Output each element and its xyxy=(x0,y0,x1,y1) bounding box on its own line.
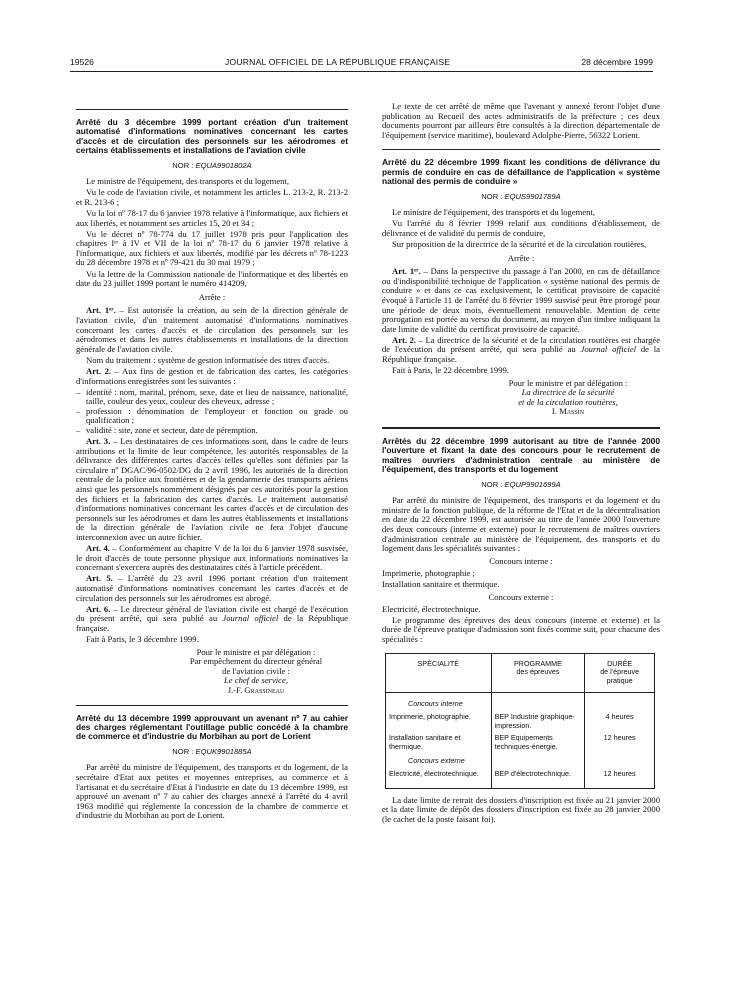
list-item: – validité : site, zone et secteur, date de péremption. xyxy=(76,426,348,436)
nor-reference: NOR : EQUK9901885A xyxy=(172,746,252,756)
article-port-lorient xyxy=(76,714,348,821)
article-paragraph: Nom du traitement : système de gestion informatisée des titres d'accès. xyxy=(86,354,330,365)
visa: Vu l'arrêté du 8 février 1999 relatif aux conditions d'établissement, de délivrance et de validité du permis de conduire, xyxy=(382,218,660,238)
table-row: Installation sanitaire et thermique. BEP Equipements techniques-énergie. 12 heures xyxy=(386,732,655,753)
article-paragraph: Par arrêté du ministre de l'équipement, des transports et du logement, de la secrétaire d'Etat aux petites et moyennes entreprises, au commerce et à l'artisanat et du secrétaire d'Etat à l'industrie en date du 13 décembre 1999, est approuvé un avenant nº 7 au cahier des charges annexé à l'arrêté du 4 avril 1963 modifié qui réglemente la concession de la chambre de commerce et d'industrie du Morbihan au port de Lorient. xyxy=(76,762,348,821)
left-column xyxy=(76,100,348,822)
specialties-table xyxy=(385,653,655,789)
article-paragraph: Art. 1ᵉʳ. – Est autorisée la création, au sein de la direction générale de l'aviation civile, d'un traitement automatisé d'informations nominatives concernant les cartes d'accès et de circulation des personnels sur les aérodromes et dans les autres établissements et installations de la direction générale de l'aviation civile. xyxy=(76,305,348,354)
article-paragraph: Art. 6. – Le directeur général de l'aviation civile est chargé de l'exécution du présent arrêté, qui sera publié au Journal officiel de la République française. xyxy=(76,603,348,633)
article-title: Arrêtés du 22 décembre 1999 autorisant au titre de l'année 2000 l'ouverture et fixant la date des concours pour le recrutement de maîtres ouvriers d'administration centrale au ministère de l'équipement, des transports et du logement xyxy=(382,436,660,475)
page-number: 19526 xyxy=(70,57,94,67)
article-aviation-civile xyxy=(76,118,348,696)
column-header-programme: PROGRAMME des épreuves xyxy=(491,653,585,693)
specialty-item: Imprimerie, photographie ; xyxy=(382,568,475,579)
column-header-specialite: SPÉCIALITÉ xyxy=(386,653,492,693)
article-paragraph: Art. 1ᵉʳ. – Dans la perspective du passage à l'an 2000, en cas de défaillance ou d'indisponibilité technique de l'application « système national des permis de conduire » et dans ce cas exclusivement, le certificat provisoire de capacité évoqué à l'article 11 de l'arrêté du 8 février 1999 susvisé peut être prorogé pour une période de deux mois, éventuellement renouvelable. Mention de cette prorogation est portée au verso du document, au moyen d'un timbre indiquant la date limite de validité du certificat provisoire de capacité. xyxy=(382,266,660,334)
article-paragraph: Par arrêté du ministre de l'équipement, des transports et du logement et du ministre de la fonction publique, de la réforme de l'Etat et de la décentralisation en date du 22 décembre 1999, est autorisée au titre de l'année 2000 l'ouverture des deux concours (interne et externe) pour le recrutement de maîtres ouvriers d'administration centrale au ministère de l'équipement, des transports et du logement dans les spécialités suivantes : xyxy=(382,495,660,554)
information-categories-list xyxy=(76,388,348,436)
nor-reference: NOR : EQUS9901789A xyxy=(481,191,561,201)
table-row: Electricité, électrotechnique. BEP d'électrotechnique. 12 heures xyxy=(386,768,655,788)
signatory-name: J.-F. Grassineau xyxy=(227,684,285,695)
article-title: Arrêté du 3 décembre 1999 portant création d'un traitement automatisé d'informations nominatives concernant les cartes d'accès et de circulation des personnels sur les aérodromes et certains établissements et installations de l'aviation civile xyxy=(76,117,348,156)
done-at: Fait à Paris, le 22 décembre 1999. xyxy=(392,365,509,376)
article-separator xyxy=(76,705,348,706)
visa: Le ministre de l'équipement, des transports et du logement, xyxy=(392,207,595,218)
article-title: Arrêté du 13 décembre 1999 approuvant un avenant nº 7 au cahier des charges réglementant l'outillage public concédé à la chambre de commerce et d'industrie du Morbihan au port de Lorient xyxy=(76,712,348,742)
right-column xyxy=(382,100,660,826)
done-at: Fait à Paris, le 3 décembre 1999. xyxy=(86,633,199,644)
article-paragraph: Art. 5. – L'arrêté du 23 avril 1996 portant création d'un traitement automatisé d'informations nominatives concernant les cartes d'accès et de circulation des personnels sur les aérodromes est abrogé. xyxy=(76,573,348,603)
visa: Vu le code de l'aviation civile, et notamment les articles L. 213-2, R. 213-2 et R. 213-6 ; xyxy=(76,187,348,207)
specialty-item: Electricité, électrotechnique. xyxy=(382,604,481,615)
table-row: Imprimerie, photographie. BEP Industrie graphique-impression. 4 heures xyxy=(386,711,655,732)
visa: Sur proposition de la directrice de la sécurité et de la circulation routières, xyxy=(392,238,647,249)
signatory-name: I. Massin xyxy=(551,406,585,417)
article-permis-de-conduire xyxy=(382,158,660,417)
concours-heading: Concours externe : xyxy=(488,591,554,602)
article-paragraph: La date limite de retrait des dossiers d'inscription est fixée au 21 janvier 2000 et la date limite de dépôt des dossiers d'inscription est fixée au 28 janvier 2000 (le cachet de la poste faisant foi). xyxy=(382,794,660,824)
nor-reference: NOR : EQUP9901699A xyxy=(481,479,561,489)
article-separator xyxy=(382,149,660,150)
article-paragraph: Le programme des épreuves des deux concours (interne et externe) et la durée de l'épreuve pratique d'admission sont fixés comme suit, pour chacune des spécialités : xyxy=(382,614,660,644)
article-paragraph: Art. 2. – La directrice de la sécurité et de la circulation routières est chargée de l'exécution du présent arrêté, qui sera publié au Journal officiel de la République française. xyxy=(382,334,661,364)
nor-reference: NOR : EQUA9901802A xyxy=(172,160,252,170)
page-header xyxy=(70,57,653,67)
signature-block: Pour le ministre et par délégation : Par empêchement du directeur général de l'aviation civile : Le chef de service, J.-F. Grassineau xyxy=(76,648,348,696)
concours-heading: Concours interne : xyxy=(489,555,553,566)
header-rule xyxy=(70,71,653,72)
article-concours xyxy=(382,437,660,824)
visa: Vu la loi nº 78-17 du 6 janvier 1978 relative à l'informatique, aux fichiers et aux libertés, et notamment ses articles 15, 20 et 34 ; xyxy=(76,208,348,228)
signature-block: Pour le ministre et par délégation : La directrice de la sécurité et de la circulation routières, I. Massin xyxy=(382,379,660,417)
article-separator xyxy=(382,427,660,429)
arrete-heading: Arrête : xyxy=(507,252,535,263)
article-separator xyxy=(76,109,348,110)
visa: Le ministre de l'équipement, des transports et du logement, xyxy=(86,176,289,187)
table-group-row: Concours externe xyxy=(386,753,655,768)
article-paragraph: Art. 4. – Conformément au chapitre V de la loi du 6 janvier 1978 susvisée, le droit d'accès de toute personne physique aux informations nominatives la concernant s'exercera auprès des destinataires cités à l'article précédent. xyxy=(76,543,348,573)
table-header-row xyxy=(386,653,655,693)
list-item: – profession : dénomination de l'employeur et fonction ou grade ou qualification ; xyxy=(76,407,348,426)
specialty-item: Installation sanitaire et thermique. xyxy=(382,579,500,590)
article-paragraph: Le texte de cet arrêté de même que l'avenant y annexé feront l'objet d'une publication au Recueil des actes administratifs de la préfecture ; ces deux documents pourront par ailleurs être consultés à la direction départementale de l'équipement (service maritime), boulevard Adolphe-Pierre, 56322 Lorient. xyxy=(382,101,660,140)
journal-title: JOURNAL OFFICIEL DE LA RÉPUBLIQUE FRANÇAISE xyxy=(224,57,451,67)
article-paragraph: Art. 2. – Aux fins de gestion et de fabrication des cartes, les catégories d'informations enregistrées sont les suivantes : xyxy=(76,365,348,386)
arrete-heading: Arrête : xyxy=(198,291,226,302)
issue-date: 28 décembre 1999 xyxy=(581,57,653,67)
article-title: Arrêté du 22 décembre 1999 fixant les conditions de délivrance du permis de conduire en cas de défaillance de l'application « système national des permis de conduire » xyxy=(382,157,660,187)
visa: Vu le décret nº 78-774 du 17 juillet 1978 pris pour l'application des chapitres Iᵉʳ à IV et VII de la loi nº 78-17 du 6 janvier 1978 relative à l'informatique, aux fichiers et aux libertés, modifié par les décrets nº 78-1223 du 28 décembre 1978 et nº 79-421 du 30 mai 1979 ; xyxy=(76,228,348,268)
column-header-duree: DURÉE de l'épreuve pratique xyxy=(585,653,655,693)
article-paragraph: Art. 3. – Les destinataires de ces informations sont, dans le cadre de leurs attributions et la limite de leur compétence, les autorités responsables de la délivrance des différentes cartes d'accès telles qu'elles sont définies par la circulaire nº DGAC/96-0502/DG du 2 avril 1996, les autorités de la direction centrale de la police aux frontières et de la gendarmerie des transports aériens ainsi que les personnels nommément désignés par ces autorités pour la gestion des fichiers et la fabrication des cartes d'accès. Le traitement automatisé d'informations nominatives concernant les cartes d'accès et de circulation des personnels sur les aérodromes et dans les autres établissements et installations de la direction générale de l'aviation civile ne fera l'objet d'aucune interconnexion avec un autre fichier. xyxy=(76,436,348,542)
visa: Vu la lettre de la Commission nationale de l'informatique et des libertés en date du 23 juillet 1999 portant le numéro 414209, xyxy=(76,268,348,289)
list-item: – identité : nom, marital, prénom, sexe, date et lieu de naissance, nationalité, taille, couleur des yeux, couleur des cheveux, adresse ; xyxy=(76,388,348,407)
table-group-row: Concours interne xyxy=(386,693,655,711)
